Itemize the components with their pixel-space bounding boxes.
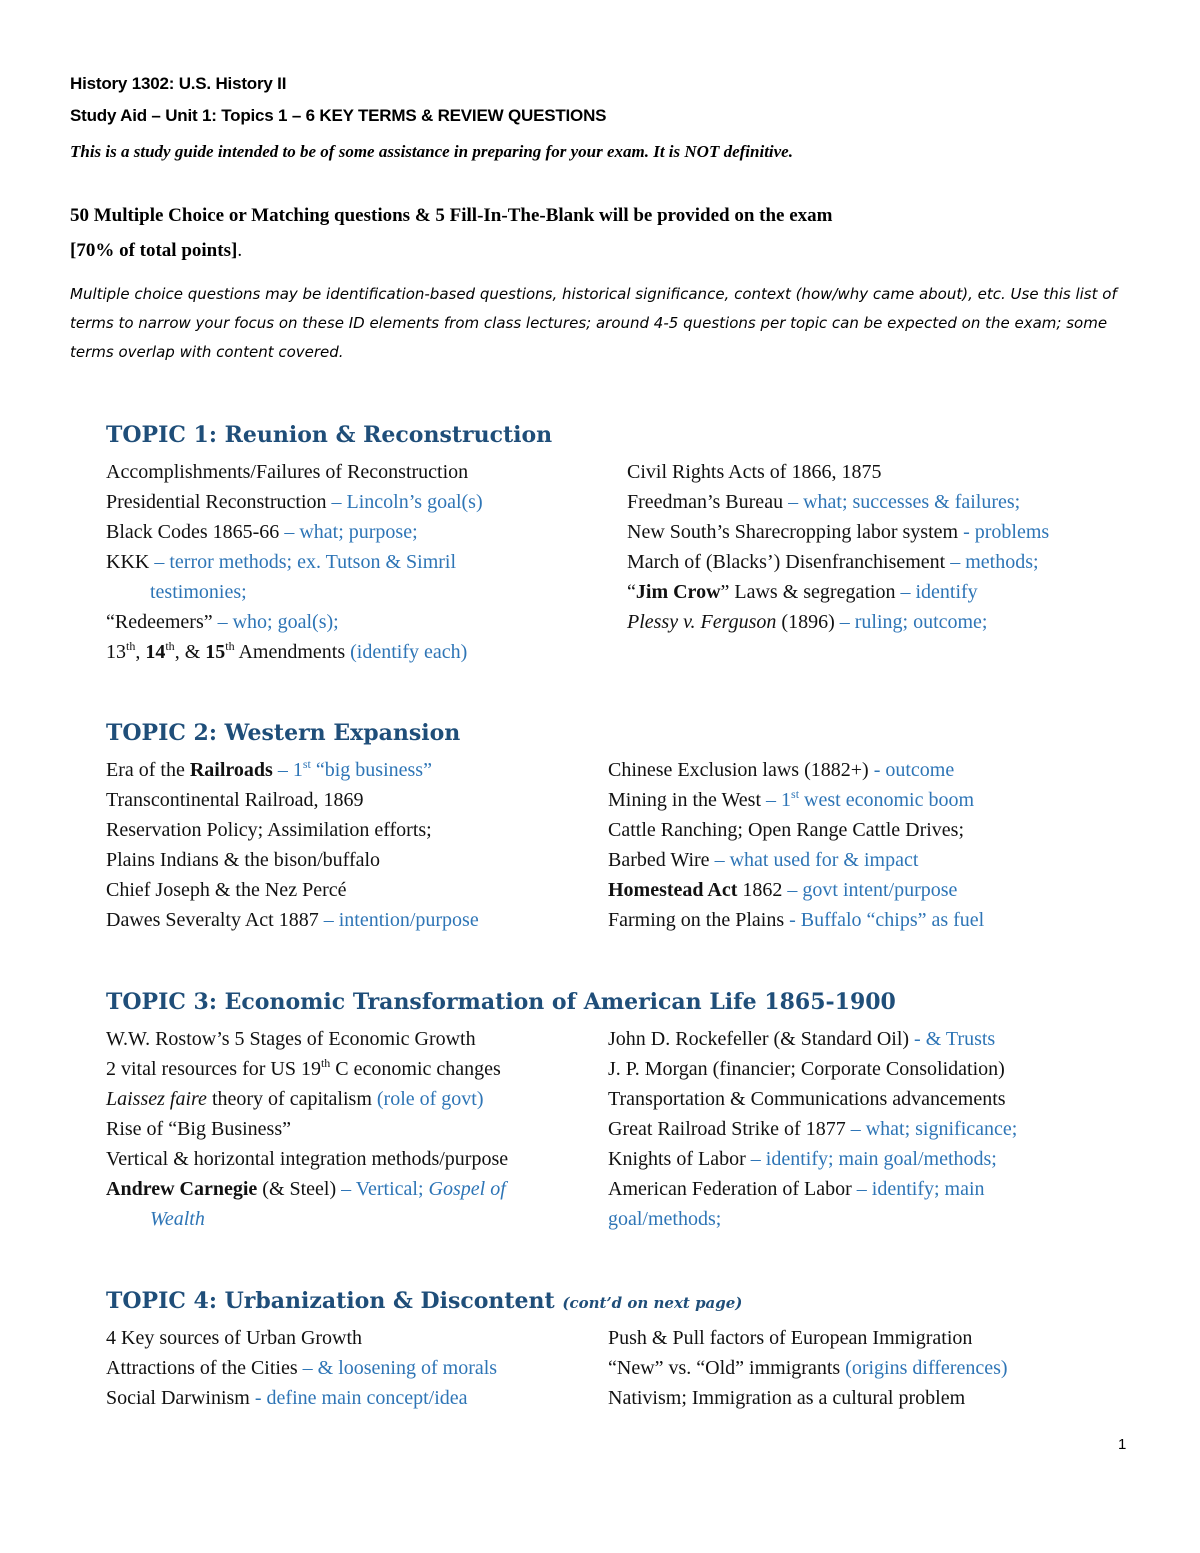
term: 4 Key sources of Urban Growth	[106, 1327, 363, 1349]
term: 2 vital resources for US 19th C economic changes	[106, 1056, 501, 1080]
continued-note: (cont’d on next page)	[562, 1294, 743, 1312]
term: Cattle Ranching; Open Range Cattle Drives;	[608, 819, 965, 841]
term: Andrew Carnegie (& Steel) – Vertical; Gospel of Wealth	[106, 1178, 506, 1230]
term: Accomplishments/Failures of Reconstruction	[106, 461, 469, 483]
term: Mining in the West – 1st west economic boom	[608, 787, 975, 811]
document-subtitle: Study Aid – Unit 1: Topics 1 – 6 KEY TERMS & REVIEW QUESTIONS	[70, 106, 607, 125]
term: Presidential Reconstruction – Lincoln’s goal(s)	[106, 491, 483, 513]
topic2-heading: TOPIC 2: Western Expansion	[106, 720, 461, 746]
topic2-right-column	[608, 755, 1148, 935]
term: Homestead Act 1862 – govt intent/purpose	[608, 879, 958, 901]
term: Barbed Wire – what used for & impact	[608, 849, 919, 871]
document-title: History 1302: U.S. History II	[70, 74, 287, 93]
term: Era of the Railroads – 1st “big business”	[106, 757, 432, 781]
term: March of (Blacks’) Disenfranchisement – methods;	[627, 551, 1039, 573]
term: Social Darwinism - define main concept/idea	[106, 1387, 468, 1409]
term: Plessy v. Ferguson (1896) – ruling; outcome;	[627, 611, 988, 633]
term: Rise of “Big Business”	[106, 1118, 291, 1140]
topic4-right-column	[608, 1323, 1148, 1413]
topic2-left-column	[106, 755, 606, 935]
topic1-right-column	[627, 457, 1147, 637]
term: 13th, 14th, & 15th Amendments (identify each)	[106, 639, 468, 663]
term: Nativism; Immigration as a cultural problem	[608, 1387, 966, 1409]
term: Dawes Severalty Act 1887 – intention/purpose	[106, 909, 479, 931]
exam-description: Multiple choice questions may be identification-based questions, historical significance, context (how/why came about), etc. Use this list of terms to narrow your focus on these ID elements from class lectures; around 4-5 questions per topic can be expected on the exam; some terms overlap with content covered.	[70, 285, 1117, 361]
term: American Federation of Labor – identify; main goal/methods;	[608, 1178, 985, 1230]
term: Civil Rights Acts of 1866, 1875	[627, 461, 882, 483]
term: Transportation & Communications advancements	[608, 1088, 1006, 1110]
term: “Jim Crow” Laws & segregation – identify	[627, 581, 978, 603]
topic1-heading: TOPIC 1: Reunion & Reconstruction	[106, 422, 553, 448]
term: Transcontinental Railroad, 1869	[106, 789, 364, 811]
term: Vertical & horizontal integration methods/purpose	[106, 1148, 509, 1170]
term: Push & Pull factors of European Immigration	[608, 1327, 973, 1349]
term: Chinese Exclusion laws (1882+) - outcome	[608, 759, 955, 781]
term: Plains Indians & the bison/buffalo	[106, 849, 381, 871]
topic4-heading: TOPIC 4: Urbanization & Discontent (cont’d on next page)	[106, 1288, 743, 1314]
term: “Redeemers” – who; goal(s);	[106, 611, 339, 633]
topic1-left-column	[106, 457, 606, 667]
exam-points-line: [70% of total points].	[70, 240, 243, 261]
term: Great Railroad Strike of 1877 – what; significance;	[608, 1118, 1018, 1140]
topic3-heading: TOPIC 3: Economic Transformation of American Life 1865-1900	[106, 989, 896, 1015]
page-number: 1	[1118, 1436, 1127, 1453]
term: J. P. Morgan (financier; Corporate Consolidation)	[608, 1058, 1005, 1080]
term: New South’s Sharecropping labor system - problems	[627, 521, 1050, 543]
term: John D. Rockefeller (& Standard Oil) - & Trusts	[608, 1028, 996, 1050]
term: Farming on the Plains - Buffalo “chips” as fuel	[608, 909, 985, 931]
exam-format-line: 50 Multiple Choice or Matching questions & 5 Fill-In-The-Blank will be provided on the exam	[70, 205, 833, 226]
term: Freedman’s Bureau – what; successes & failures;	[627, 491, 1021, 513]
topic4-left-column	[106, 1323, 596, 1413]
term: Attractions of the Cities – & loosening of morals	[106, 1357, 498, 1379]
disclaimer-note: This is a study guide intended to be of some assistance in preparing for your exam. It is NOT definitive.	[70, 142, 793, 161]
term: W.W. Rostow’s 5 Stages of Economic Growth	[106, 1028, 476, 1050]
term: Chief Joseph & the Nez Percé	[106, 879, 347, 901]
term: Reservation Policy; Assimilation efforts;	[106, 819, 432, 841]
term: Black Codes 1865-66 – what; purpose;	[106, 521, 418, 543]
topic3-left-column	[106, 1024, 596, 1234]
term: Laissez faire theory of capitalism (role of govt)	[106, 1088, 484, 1110]
term: Knights of Labor – identify; main goal/methods;	[608, 1148, 997, 1170]
term: KKK – terror methods; ex. Tutson & Simril testimonies;	[106, 551, 457, 603]
term: “New” vs. “Old” immigrants (origins differences)	[608, 1357, 1008, 1379]
topic3-right-column	[608, 1024, 1148, 1234]
